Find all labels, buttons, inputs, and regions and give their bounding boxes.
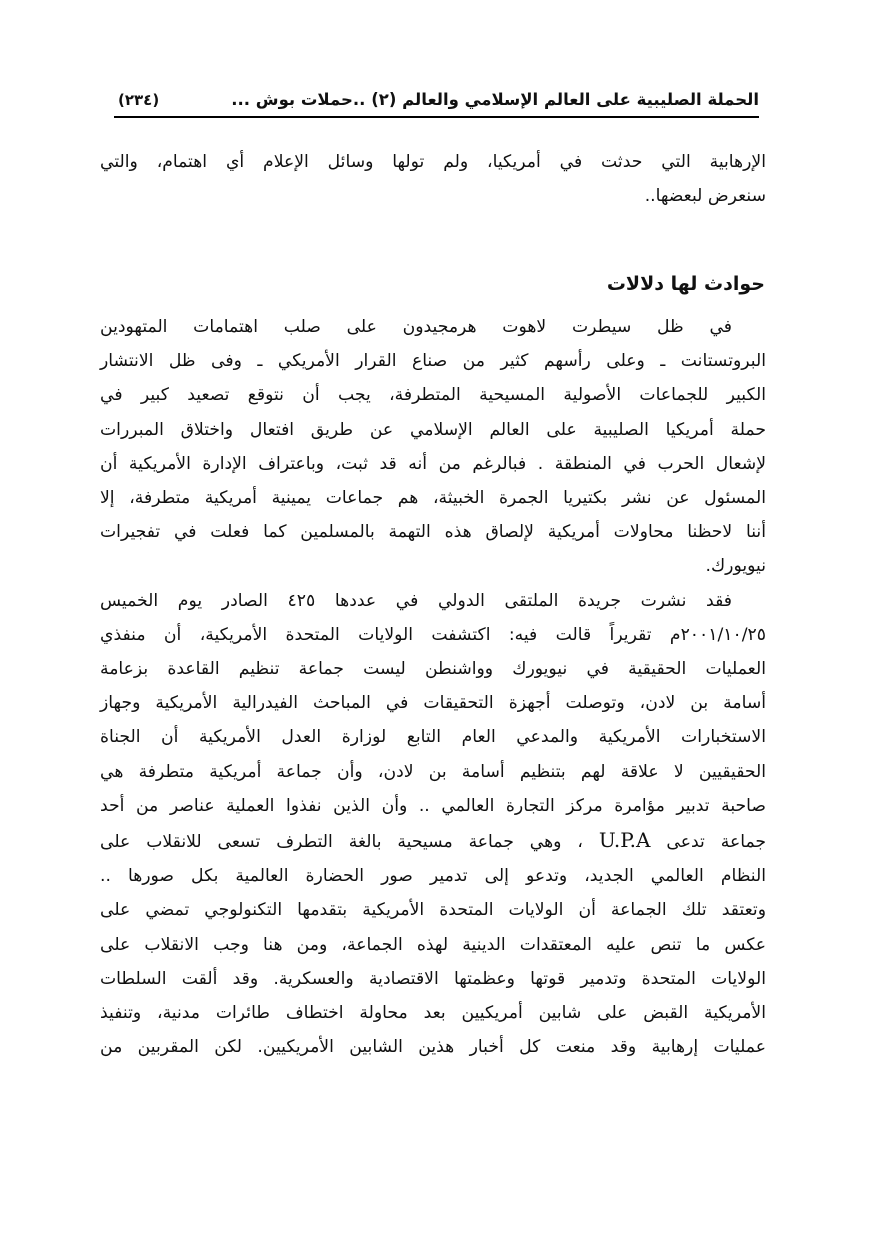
text-line: عكس ما تنص عليه المعتقدات الدينية لهذه الجماعة، ومن هنا وجب الانقلاب على <box>100 934 766 955</box>
text-line: سنعرض لبعضها.. <box>644 186 766 207</box>
main-body <box>100 310 766 1064</box>
paragraph-2 <box>100 584 766 1065</box>
text-line-upa <box>100 823 766 859</box>
text-line: في ظل سيطرت لاهوت هرمجيدون على صلب اهتمامات المتهودين <box>100 317 732 337</box>
intro-paragraph <box>100 145 766 213</box>
text-fragment: جماعة تدعى <box>650 832 767 853</box>
section-heading: حوادث لها دلالات <box>606 273 765 295</box>
text-line: أننا لاحظنا محاولات أمريكية لإلصاق هذه التهمة بالمسلمين كما فعلت في تفجيرات <box>100 522 766 543</box>
text-line: عمليات إرهابية وقد منعت كل أخبار هذين الشابين الأمريكيين. لكن المقربين من <box>100 1037 766 1058</box>
header-title: الحملة الصليبية على العالم الإسلامي والعالم (٢) ..حملات بوش ... <box>231 90 759 109</box>
text-line: نيويورك. <box>705 556 766 577</box>
text-line: الإرهابية التي حدثت في أمريكيا، ولم تولها وسائل الإعلام أي اهتمام، والتي <box>100 152 766 172</box>
text-line: الاستخبارات الأمريكية والمدعي العام التابع لوزارة العدل الأمريكية أن الجناة <box>100 727 766 748</box>
text-line: صاحبة تدبير مؤامرة مركز التجارة العالمي .. وأن الذين نفذوا العملية عناصر من أحد <box>100 795 766 816</box>
text-line: البروتستانت ـ وعلى رأسهم كثير من صناع القرار الأمريكي ـ وفى ظل الانتشار <box>100 351 766 372</box>
text-line: الحقيقيين لا علاقة لهم بتنظيم أسامة بن لادن، وأن جماعة أمريكية متطرفة هي <box>100 761 766 782</box>
running-header <box>114 86 759 118</box>
latin-abbreviation: U.P.A <box>598 828 651 853</box>
text-line: الكبير للجماعات الأصولية المسيحية المتطرفة، يجب أن نتوقع تصعيد كبير في <box>100 385 766 406</box>
text-line: فقد نشرت جريدة الملتقى الدولي في عددها ٤٢٥ الصادر يوم الخميس <box>100 590 732 611</box>
text-line: لإشعال الحرب في المنطقة . فبالرغم من أنه قد ثبت، وباعتراف الإدارة الأمريكية أن <box>100 453 766 474</box>
text-line: النظام العالمي الجديد، وتدعو إلى تدمير صور الحضارة العالمية بكل صورها .. <box>100 866 766 887</box>
paragraph-1 <box>100 310 766 584</box>
text-line: أسامة بن لادن، وتوصلت أجهزة التحقيقات في المباحث الفيدرالية الأمريكية وجهاز <box>100 693 766 714</box>
text-line: المسئول عن نشر بكتيريا الجمرة الخبيثة، هم جماعات يمينية أمريكية متطرفة، إلا <box>100 488 766 509</box>
text-fragment: ، وهي جماعة مسيحية بالغة التطرف تسعى للانقلاب على <box>100 832 599 853</box>
text-line: وتعتقد تلك الجماعة أن الولايات المتحدة الأمريكية بتقدمها التكنولوجي تمضي على <box>100 900 766 921</box>
text-line: ٢٠٠١/١٠/٢٥م تقريراً قالت فيه: اكتشفت الولايات المتحدة الأمريكية، أن منفذي <box>100 624 766 645</box>
text-line: العمليات الحقيقية في نيويورك وواشنطن ليست جماعة تنظيم القاعدة بزعامة <box>100 659 766 680</box>
text-line: الأمريكية القبض على شابين أمريكيين بعد محاولة اختطاف طائرات مدنية، وتنفيذ <box>100 1003 766 1024</box>
page-number: (٢٣٤) <box>118 91 160 109</box>
text-line: الولايات المتحدة وتدمير قوتها وعظمتها الاقتصادية والعسكرية. وقد ألقت السلطات <box>100 968 766 989</box>
text-line: حملة أمريكيا الصليبية على العالم الإسلامي عن طريق افتعال واختلاق المبررات <box>100 419 766 440</box>
